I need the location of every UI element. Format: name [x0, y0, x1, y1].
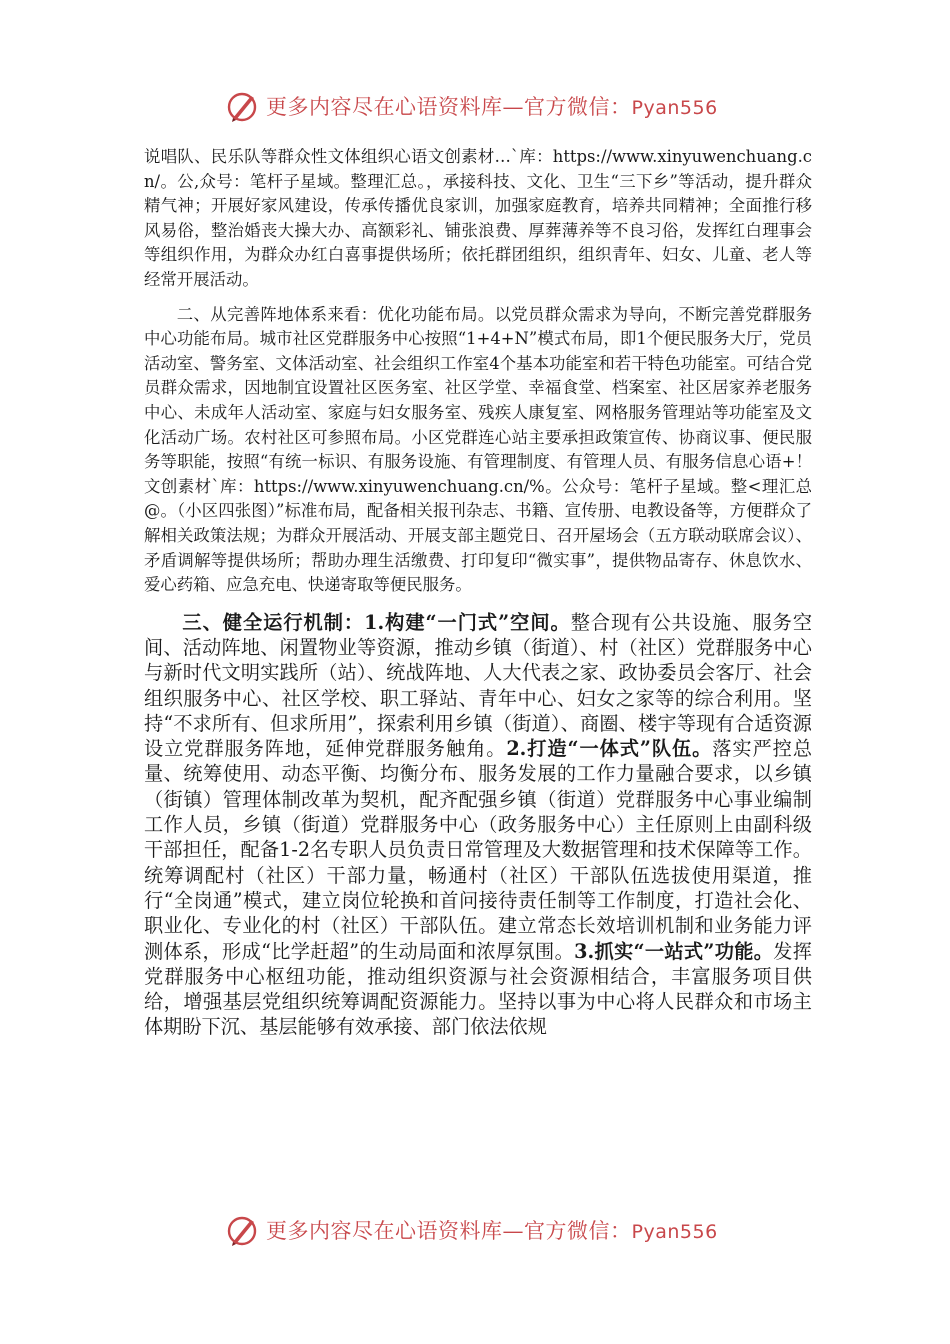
- banner-label: 更多内容尽在心语资料库—官方微信：: [266, 1219, 632, 1243]
- heading-2: 2.打造“一体式”队伍。: [506, 737, 713, 761]
- paragraph-2: 二、从完善阵地体系来看：优化功能布局。以党员群众需求为导向，不断完善党群服务中心功能布局。城市社区党群服务中心按照“1+4+N”模式布局，即1个便民服务大厅，党员活动室、警务室、文体活动室、社会组织工作室4个基本功能室和若干特色功能室。可结合党员群众需求，因地制宜设置社区医务室、社区学堂、幸福食堂、档案室、社区居家养老服务中心、未成年人活动室、家庭与妇女服务室、残疾人康复室、网格服务管理站等功能室及文化活动广场。农村社区可参照布局。小区党群连心站主要承担政策宣传、协商议事、便民服务等职能，按照“有统一标识、有服务设施、有管理制度、有管理人员、有服务信息心语+！文创素材`库：https://www.xinyuwenchuang.cn/%。公众号：笔杆子星域。整<理汇总@。（小区四张图）”标准布局，配备相关报刊杂志、书籍、宣传册、电教设备等，方便群众了解相关政策法规；为群众开展活动、开展支部主题党日、召开屋场会（五方联动联席会议）、矛盾调解等提供场所；帮助办理生活缴费、打印复印“微实事”，提供物品寄存、休息饮水、爱心药箱、应急充电、快递寄取等便民服务。: [144, 304, 812, 595]
- heading-1: 三、健全运行机制：1.构建“一门式”空间。: [182, 610, 571, 634]
- footer-banner: [224, 1212, 744, 1248]
- pen-circle-logo-icon: [224, 88, 260, 124]
- pen-circle-logo-icon: [224, 1212, 260, 1248]
- paragraph-3-text-1: 整合现有公共设施、服务空间、活动阵地、闲置物业等资源，推动乡镇（街道）、村（社区）党群服务中心与新时代文明实践所（站）、统战阵地、人大代表之家、政协委员会客厅、社会组织服务中心、社区学校、职工驿站、青年中心、妇女之家等的综合利用。坚持“不求所有、但求所用”，探索利用乡镇（街道）、商圈、楼宇等现有合适资源设立党群服务阵地，延伸党群服务触角。: [144, 610, 813, 761]
- header-banner: [224, 88, 744, 124]
- banner-text: [266, 91, 718, 121]
- document-body: [144, 145, 812, 1040]
- paragraph-3: [144, 610, 812, 1040]
- banner-wechat-id: Pyan556: [631, 97, 718, 119]
- heading-3: 3.抓实“一站式”功能。: [574, 939, 774, 963]
- banner-label: 更多内容尽在心语资料库—官方微信：: [266, 95, 632, 119]
- paragraph-1: 说唱队、民乐队等群众性文体组织心语文创素材…`库：https://www.xinyuwenchuang.cn/。公,众号：笔杆子星域。整理汇总。，承接科技、文化、卫生“三下乡”等活动，提升群众精气神；开展好家风建设，传承传播优良家训，加强家庭教育，培养共同精神；全面推行移风易俗，整治婚丧大操大办、高额彩礼、铺张浪费、厚葬薄养等不良习俗，发挥红白理事会等组织作用，为群众办红白喜事提供场所；依托群团组织，组织青年、妇女、儿童、老人等经常开展活动。: [144, 147, 812, 289]
- banner-text: [266, 1215, 718, 1245]
- paragraph-3-text-3: 发挥党群服务中心枢纽功能，推动组织资源与社会资源相结合，丰富服务项目供给，增强基层党组织统筹调配资源能力。坚持以事为中心将人民群众和市场主体期盼下沉、基层能够有效承接、部门依法依规: [144, 939, 812, 1039]
- banner-wechat-id: Pyan556: [631, 1221, 718, 1243]
- paragraph-3-text-2: 落实严控总量、统筹使用、动态平衡、均衡分布、服务发展的工作力量融合要求，以乡镇（街镇）管理体制改革为契机，配齐配强乡镇（街道）党群服务中心事业编制工作人员，乡镇（街道）党群服务中心（政务服务中心）主任原则上由副科级干部担任，配备1-2名专职人员负责日常管理及大数据管理和技术保障等工作。统筹调配村（社区）干部力量，畅通村（社区）干部队伍选拔使用渠道，推行“全岗通”模式，建立岗位轮换和首问接待责任制等工作制度，打造社会化、职业化、专业化的村（社区）干部队伍。建立常态长效培训机制和业务能力评测体系，形成“比学赶超”的生动局面和浓厚氛围。: [144, 737, 813, 963]
